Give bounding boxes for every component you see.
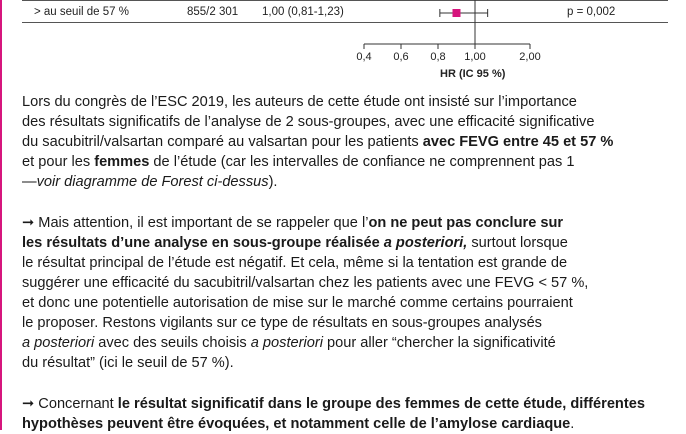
paragraph-1 (22, 92, 672, 192)
x-tick-label: 0,4 (356, 51, 372, 63)
p1-line-3: du sacubitril/valsartan comparé au valsartan pour les patients avec FEVG entre 45 et 57 % (22, 134, 614, 150)
p2-line-2: les résultats d’une analyse en sous-groupe réalisée a posteriori, surtout lorsque (22, 235, 568, 251)
p2-line-1: ➞ Mais attention, il est important de se rappeler que l’on ne peut pas conclure sur (22, 215, 564, 231)
x-tick-label: 0,8 (430, 51, 446, 63)
p1-line-2: des résultats significatifs de l’analyse de 2 sous-groupes, avec une efficacité significative (22, 114, 595, 130)
italic-forest-ref: voir diagramme de Forest ci-dessus (36, 174, 269, 190)
paragraph-3 (22, 394, 672, 434)
hr-point (453, 9, 461, 17)
p2-line-7: a posteriori avec des seuils choisis a posteriori pour aller “chercher la significativité (22, 335, 556, 351)
bold-femmes: femmes (94, 154, 150, 170)
bold-feg-range: avec FEVG entre 45 et 57 % (422, 134, 614, 150)
forest-row-n: 855/2 301 (187, 6, 239, 18)
p2-line-6: le proposer. Restons vigilants sur ce type de résultats en sous-groupes analysés (22, 315, 542, 331)
paragraph-2 (22, 213, 672, 373)
x-axis-ticks (356, 44, 540, 63)
forest-row-label: > au seuil de 57 % (34, 6, 129, 18)
p3-line-1: ➞ Concernant le résultat significatif dans le groupe des femmes de cette étude, différentes (22, 396, 645, 412)
forest-row-hr: 1,00 (0,81-1,23) (262, 6, 344, 18)
forest-row-p-value: p = 0,002 (567, 6, 616, 18)
p1-line-1: Lors du congrès de l’ESC 2019, les auteurs de cette étude ont insisté sur l’importance (22, 94, 577, 110)
p1-line-4: et pour les femmes de l’étude (car les intervalles de confiance ne comprennent pas 1 (22, 154, 575, 170)
x-tick-label: 2,00 (519, 51, 541, 63)
accent-side-bar (0, 0, 2, 430)
p2-line-3: le résultat principal de l’étude est négatif. Et cela, même si la tentation est grande de (22, 255, 568, 271)
x-tick-label: 0,6 (393, 51, 409, 63)
p2-line-4: suggérer une efficacité du sacubitril/valsartan chez les patients avec une FEVG < 57 %, (22, 275, 589, 291)
p3-line-2: hypothèses peuvent être évoquées, et notamment celle de l’amylose cardiaque. (22, 416, 575, 432)
axis-title: HR (IC 95 %) (440, 68, 506, 80)
p1-line-5: —voir diagramme de Forest ci-dessus). (22, 174, 278, 190)
p2-line-8: du résultat” (ici le seuil de 57 %). (22, 355, 234, 371)
p2-line-5: et donc une potentielle autorisation de mise sur le marché comme certains pourraient (22, 295, 573, 311)
x-tick-label: 1,00 (464, 51, 486, 63)
